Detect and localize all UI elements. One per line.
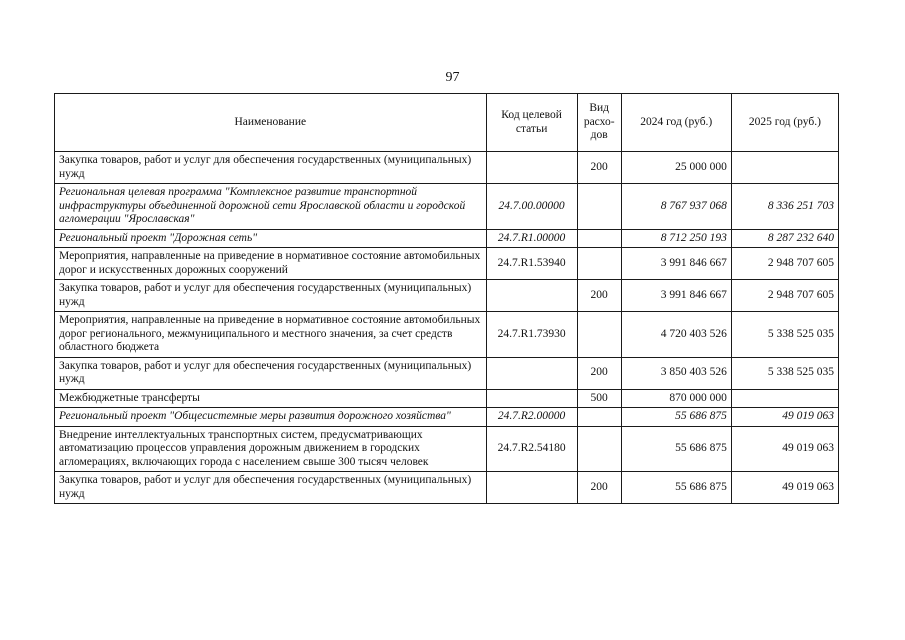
cell-2024: 3 991 846 667	[621, 248, 731, 280]
budget-table	[54, 93, 839, 504]
cell-2024: 4 720 403 526	[621, 312, 731, 358]
cell-name: Закупка товаров, работ и услуг для обеспечения государственных (муниципальных) нужд	[55, 472, 487, 504]
table-body	[55, 152, 839, 504]
cell-2024: 3 991 846 667	[621, 280, 731, 312]
cell-kind: 200	[577, 280, 621, 312]
cell-kind	[577, 312, 621, 358]
cell-name: Региональный проект "Дорожная сеть"	[55, 229, 487, 248]
cell-2025: 8 336 251 703	[731, 184, 838, 230]
cell-2025: 49 019 063	[731, 472, 838, 504]
cell-name: Закупка товаров, работ и услуг для обеспечения государственных (муниципальных) нужд	[55, 357, 487, 389]
cell-name: Закупка товаров, работ и услуг для обеспечения государственных (муниципальных) нужд	[55, 280, 487, 312]
cell-2025: 5 338 525 035	[731, 312, 838, 358]
header-name: Наименование	[55, 94, 487, 152]
cell-2024: 55 686 875	[621, 472, 731, 504]
table-row	[55, 229, 839, 248]
table-row	[55, 152, 839, 184]
cell-kind	[577, 426, 621, 472]
table-row	[55, 248, 839, 280]
cell-kind	[577, 248, 621, 280]
cell-code: 24.7.R1.73930	[486, 312, 577, 358]
cell-code: 24.7.00.00000	[486, 184, 577, 230]
cell-code	[486, 357, 577, 389]
table-row	[55, 280, 839, 312]
cell-2025: 49 019 063	[731, 408, 838, 427]
cell-code: 24.7.R1.53940	[486, 248, 577, 280]
table-row	[55, 312, 839, 358]
cell-name: Региональная целевая программа "Комплексное развитие транспортной инфраструктуры объединенной дорожной сети Ярославской области и городской агломерации "Ярославская"	[55, 184, 487, 230]
cell-2025: 5 338 525 035	[731, 357, 838, 389]
page-number: 97	[445, 70, 460, 85]
cell-code	[486, 389, 577, 408]
cell-kind: 500	[577, 389, 621, 408]
table-row	[55, 426, 839, 472]
cell-name: Региональный проект "Общесистемные меры развития дорожного хозяйства"	[55, 408, 487, 427]
table-header	[55, 94, 839, 152]
table-row	[55, 472, 839, 504]
cell-name: Межбюджетные трансферты	[55, 389, 487, 408]
cell-2024: 870 000 000	[621, 389, 731, 408]
cell-kind	[577, 229, 621, 248]
cell-kind	[577, 408, 621, 427]
cell-2025	[731, 389, 838, 408]
table-row	[55, 184, 839, 230]
cell-2024: 55 686 875	[621, 426, 731, 472]
cell-code: 24.7.R1.00000	[486, 229, 577, 248]
cell-2025: 2 948 707 605	[731, 280, 838, 312]
cell-name: Мероприятия, направленные на приведение в нормативное состояние автомобильных дорог регионального, межмуниципального и местного значения, за счет средств областного бюджета	[55, 312, 487, 358]
header-code: Код целевой статьи	[486, 94, 577, 152]
cell-2024: 8 767 937 068	[621, 184, 731, 230]
cell-2025	[731, 152, 838, 184]
table-row	[55, 389, 839, 408]
cell-2024: 25 000 000	[621, 152, 731, 184]
cell-code	[486, 472, 577, 504]
table-row	[55, 357, 839, 389]
cell-name: Мероприятия, направленные на приведение в нормативное состояние автомобильных дорог и искусственных дорожных сооружений	[55, 248, 487, 280]
cell-name: Внедрение интеллектуальных транспортных систем, предусматривающих автоматизацию процессов управления дорожным движением в городских агломерациях, включающих города с населением свыше 300 тысяч человек	[55, 426, 487, 472]
cell-kind: 200	[577, 357, 621, 389]
cell-name: Закупка товаров, работ и услуг для обеспечения государственных (муниципальных) нужд	[55, 152, 487, 184]
cell-2024: 55 686 875	[621, 408, 731, 427]
header-kind: Вид расхо-дов	[577, 94, 621, 152]
cell-kind	[577, 184, 621, 230]
header-2024: 2024 год (руб.)	[621, 94, 731, 152]
cell-code	[486, 280, 577, 312]
cell-code: 24.7.R2.54180	[486, 426, 577, 472]
cell-kind: 200	[577, 152, 621, 184]
table-row	[55, 408, 839, 427]
cell-code: 24.7.R2.00000	[486, 408, 577, 427]
cell-2025: 2 948 707 605	[731, 248, 838, 280]
header-2025: 2025 год (руб.)	[731, 94, 838, 152]
cell-2024: 3 850 403 526	[621, 357, 731, 389]
cell-2025: 49 019 063	[731, 426, 838, 472]
cell-2024: 8 712 250 193	[621, 229, 731, 248]
cell-code	[486, 152, 577, 184]
header-row	[55, 94, 839, 152]
cell-2025: 8 287 232 640	[731, 229, 838, 248]
cell-kind: 200	[577, 472, 621, 504]
